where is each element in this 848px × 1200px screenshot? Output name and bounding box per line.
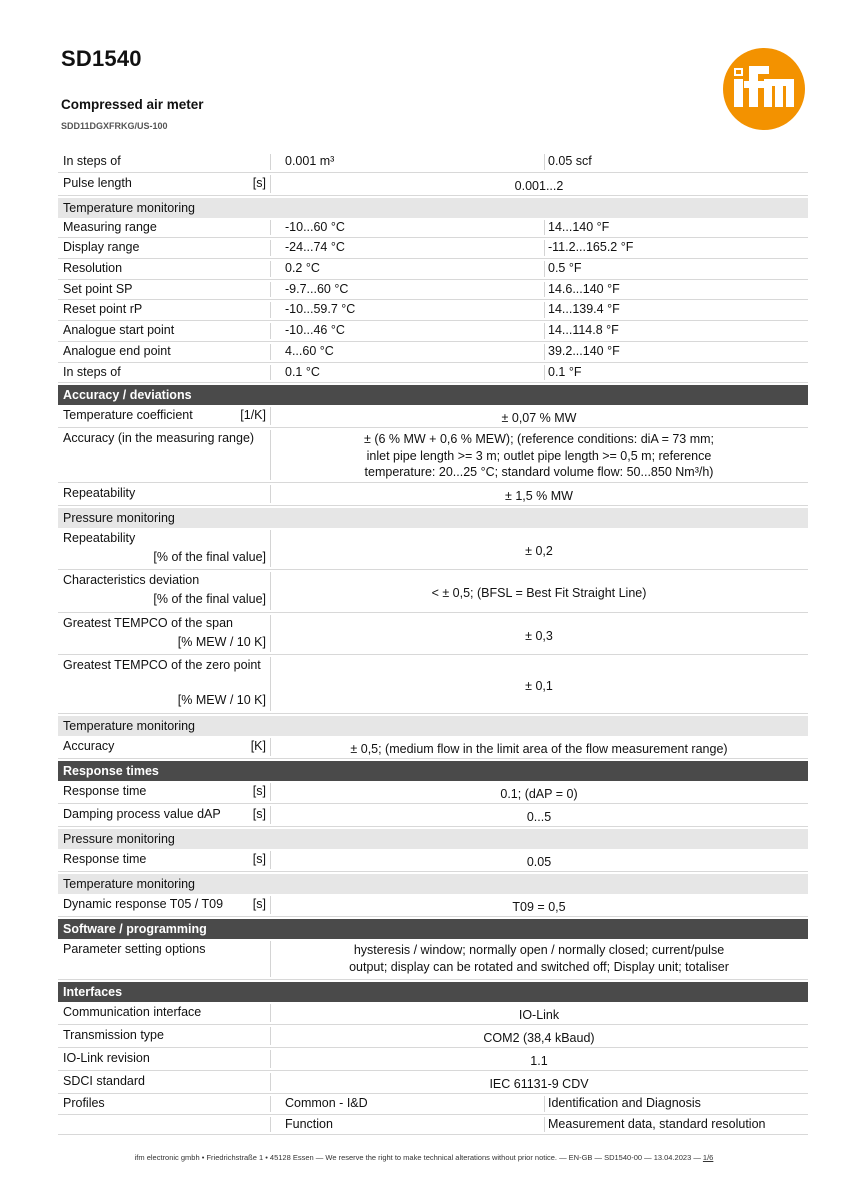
spec-value-imperial: 14...114.8 °F xyxy=(548,323,619,338)
spec-unit: [s] xyxy=(252,852,266,867)
footer-text: ifm electronic gmbh • Friedrichstraße 1 • 45128 Essen — We reserve the right to make technical alterations without prior notice. — EN-GB — SD1540-00 — 13.04.2023 — xyxy=(134,1153,701,1162)
spec-label: In steps of xyxy=(63,154,121,168)
spec-unit: [s] xyxy=(252,784,266,799)
subsection-header: Temperature monitoring xyxy=(58,716,808,736)
spec-value: ± 1,5 % MW xyxy=(505,489,573,504)
spec-value-metric: -10...60 °C xyxy=(285,219,345,234)
spec-row xyxy=(58,613,808,655)
spec-row xyxy=(58,428,808,483)
section-header: Response times xyxy=(58,761,808,781)
spec-label: In steps of xyxy=(63,364,121,379)
spec-value-metric: -10...59.7 °C xyxy=(285,302,356,317)
column-divider xyxy=(270,365,271,381)
spec-row xyxy=(58,218,808,239)
spec-value-line: inlet pipe length >= 3 m; outlet pipe length >= 0,5 m; reference xyxy=(366,448,712,463)
spec-unit: [K] xyxy=(250,739,266,754)
spec-label: Analogue end point xyxy=(63,343,171,358)
spec-row xyxy=(58,1071,808,1094)
spec-value-metric: -10...46 °C xyxy=(285,323,345,338)
spec-label: Response time xyxy=(63,852,147,867)
spec-value-imperial: 0.5 °F xyxy=(548,261,582,276)
spec-value-metric: Function xyxy=(285,1116,333,1131)
spec-value-imperial: 14...140 °F xyxy=(548,219,610,234)
spec-row xyxy=(58,300,808,321)
spec-label: Communication interface xyxy=(63,1005,202,1020)
spec-value-line: hysteresis / window; normally open / normally closed; current/pulse xyxy=(353,943,725,958)
column-divider xyxy=(270,154,271,170)
subsection-header: Pressure monitoring xyxy=(58,508,808,528)
spec-label: Greatest TEMPCO of the zero point xyxy=(63,658,261,673)
spec-label: Damping process value dAP xyxy=(63,807,221,822)
section-header: Accuracy / deviations xyxy=(58,385,808,405)
spec-value: < ± 0,5; (BFSL = Best Fit Straight Line) xyxy=(431,586,647,601)
spec-value-metric: -24...74 °C xyxy=(285,240,345,255)
column-divider xyxy=(270,220,271,236)
spec-unit: [1/K] xyxy=(240,408,266,423)
spec-label: Measuring range xyxy=(63,219,157,234)
column-divider xyxy=(544,1096,545,1112)
spec-label: Repeatability xyxy=(63,486,136,501)
column-divider xyxy=(270,1096,271,1112)
spec-value-metric: -9.7...60 °C xyxy=(285,281,349,296)
spec-row xyxy=(58,259,808,280)
section-header: Interfaces xyxy=(58,982,808,1002)
column-divider xyxy=(544,302,545,318)
spec-value: ± 0,5; (medium flow in the limit area of the flow measurement range) xyxy=(350,742,728,757)
subsection-header: Temperature monitoring xyxy=(58,198,808,218)
spec-row xyxy=(58,528,808,570)
spec-value-line: ± (6 % MW + 0,6 % MEW); (reference conditions: diA = 73 mm; xyxy=(363,432,715,447)
spec-unit: [% MEW / 10 K] xyxy=(177,634,266,649)
spec-value: ± 0,3 xyxy=(525,628,553,643)
spec-value-imperial: 14...139.4 °F xyxy=(548,302,620,317)
spec-row xyxy=(58,1115,808,1136)
column-divider xyxy=(270,282,271,298)
spec-label: Transmission type xyxy=(63,1028,164,1043)
column-divider xyxy=(544,344,545,360)
column-divider xyxy=(270,344,271,360)
spec-label: Profiles xyxy=(63,1096,105,1111)
spec-row xyxy=(58,781,808,804)
spec-row xyxy=(58,238,808,259)
spec-value-line: output; display can be rotated and switched off; Display unit; totaliser xyxy=(349,959,729,974)
spec-row xyxy=(58,570,808,612)
spec-row xyxy=(58,405,808,428)
column-divider xyxy=(270,323,271,339)
spec-label: Display range xyxy=(63,240,140,255)
spec-row xyxy=(58,363,808,384)
spec-unit: [% of the final value] xyxy=(153,550,266,565)
spec-value: ± 0,1 xyxy=(525,679,553,694)
spec-unit: [s] xyxy=(252,175,266,190)
spec-label: Accuracy (in the measuring range) xyxy=(63,431,255,446)
spec-row xyxy=(58,321,808,342)
spec-row xyxy=(58,736,808,759)
spec-value-metric: 0.2 °C xyxy=(285,261,320,276)
section-header: Software / programming xyxy=(58,919,808,939)
spec-row xyxy=(58,804,808,827)
spec-value-imperial: 39.2...140 °F xyxy=(548,343,620,358)
spec-value-imperial: -11.2...165.2 °F xyxy=(548,240,634,255)
spec-row xyxy=(58,1002,808,1025)
column-divider xyxy=(270,240,271,256)
subsection-header: Temperature monitoring xyxy=(58,874,808,894)
spec-value: T09 = 0,5 xyxy=(512,900,566,915)
page-number: 1/6 xyxy=(702,1153,714,1162)
spec-value: 0...5 xyxy=(526,810,552,825)
spec-label: Dynamic response T05 / T09 xyxy=(63,897,224,912)
spec-label: Response time xyxy=(63,784,147,799)
column-divider xyxy=(544,323,545,339)
product-title: SD1540 xyxy=(61,46,142,71)
spec-value: ± 0,07 % MW xyxy=(501,411,577,426)
spec-value-line: temperature: 20...25 °C; standard volume flow: 50...850 Nm³/h) xyxy=(364,465,714,480)
spec-value xyxy=(270,431,808,481)
spec-row xyxy=(58,655,808,714)
spec-row xyxy=(58,1094,808,1115)
column-divider xyxy=(544,282,545,298)
spec-label: Accuracy xyxy=(63,739,115,754)
column-divider xyxy=(544,365,545,381)
spec-unit: [% of the final value] xyxy=(153,592,266,607)
spec-value-imperial: 14.6...140 °F xyxy=(548,281,620,296)
column-divider xyxy=(544,1117,545,1133)
ifm-logo xyxy=(723,48,805,130)
spec-row xyxy=(58,483,808,506)
column-divider xyxy=(270,302,271,318)
column-divider xyxy=(270,261,271,277)
column-divider xyxy=(544,220,545,236)
spec-value-metric: 4...60 °C xyxy=(285,343,334,358)
article-code: SDD11DGXFRKG/US-100 xyxy=(61,121,168,131)
spec-row xyxy=(58,152,808,173)
spec-label: Resolution xyxy=(63,261,123,276)
spec-row xyxy=(58,1048,808,1071)
spec-value-imperial: 0.1 °F xyxy=(548,364,582,379)
spec-value: 0.1; (dAP = 0) xyxy=(500,787,578,802)
spec-label: Set point SP xyxy=(63,281,133,296)
spec-value: ± 0,2 xyxy=(525,544,553,559)
column-divider xyxy=(544,240,545,256)
product-subtitle: Compressed air meter xyxy=(61,97,204,112)
spec-value-imperial: Measurement data, standard resolution xyxy=(548,1116,766,1131)
spec-value xyxy=(270,942,808,975)
spec-row xyxy=(58,280,808,301)
spec-row xyxy=(58,894,808,917)
spec-label: Pulse length xyxy=(63,175,132,190)
spec-value: 0.001...2 xyxy=(514,178,564,193)
column-divider xyxy=(270,1117,271,1133)
spec-row xyxy=(58,849,808,872)
spec-unit: [s] xyxy=(252,897,266,912)
spec-row xyxy=(58,1025,808,1048)
spec-label: IO-Link revision xyxy=(63,1051,150,1066)
spec-row xyxy=(58,173,808,196)
spec-value-metric: 0.001 m³ xyxy=(285,154,335,168)
spec-value: 1.1 xyxy=(530,1054,548,1069)
spec-label: Greatest TEMPCO of the span xyxy=(63,615,233,630)
spec-value-imperial: 0.05 scf xyxy=(548,154,592,168)
spec-label: Parameter setting options xyxy=(63,942,206,957)
spec-value-metric: 0.1 °C xyxy=(285,364,320,379)
subsection-header: Pressure monitoring xyxy=(58,829,808,849)
spec-row xyxy=(58,342,808,363)
spec-value: IO-Link xyxy=(518,1008,560,1023)
spec-label: Analogue start point xyxy=(63,323,175,338)
spec-unit: [% MEW / 10 K] xyxy=(177,693,266,708)
spec-value-metric: Common - I&D xyxy=(285,1096,368,1111)
spec-value-imperial: Identification and Diagnosis xyxy=(548,1096,701,1111)
spec-label: SDCI standard xyxy=(63,1074,145,1089)
spec-label: Temperature coefficient xyxy=(63,408,193,423)
spec-label: Reset point rP xyxy=(63,302,143,317)
spec-value: 0.05 xyxy=(526,855,552,870)
spec-unit: [s] xyxy=(252,807,266,822)
column-divider xyxy=(544,261,545,277)
spec-label: Repeatability xyxy=(63,531,136,546)
column-divider xyxy=(544,154,545,170)
spec-label: Characteristics deviation xyxy=(63,573,200,588)
spec-value: COM2 (38,4 kBaud) xyxy=(483,1031,595,1046)
specification-table xyxy=(58,152,808,1135)
spec-row xyxy=(58,939,808,980)
page-footer xyxy=(0,1153,848,1162)
spec-value: IEC 61131-9 CDV xyxy=(489,1077,589,1092)
